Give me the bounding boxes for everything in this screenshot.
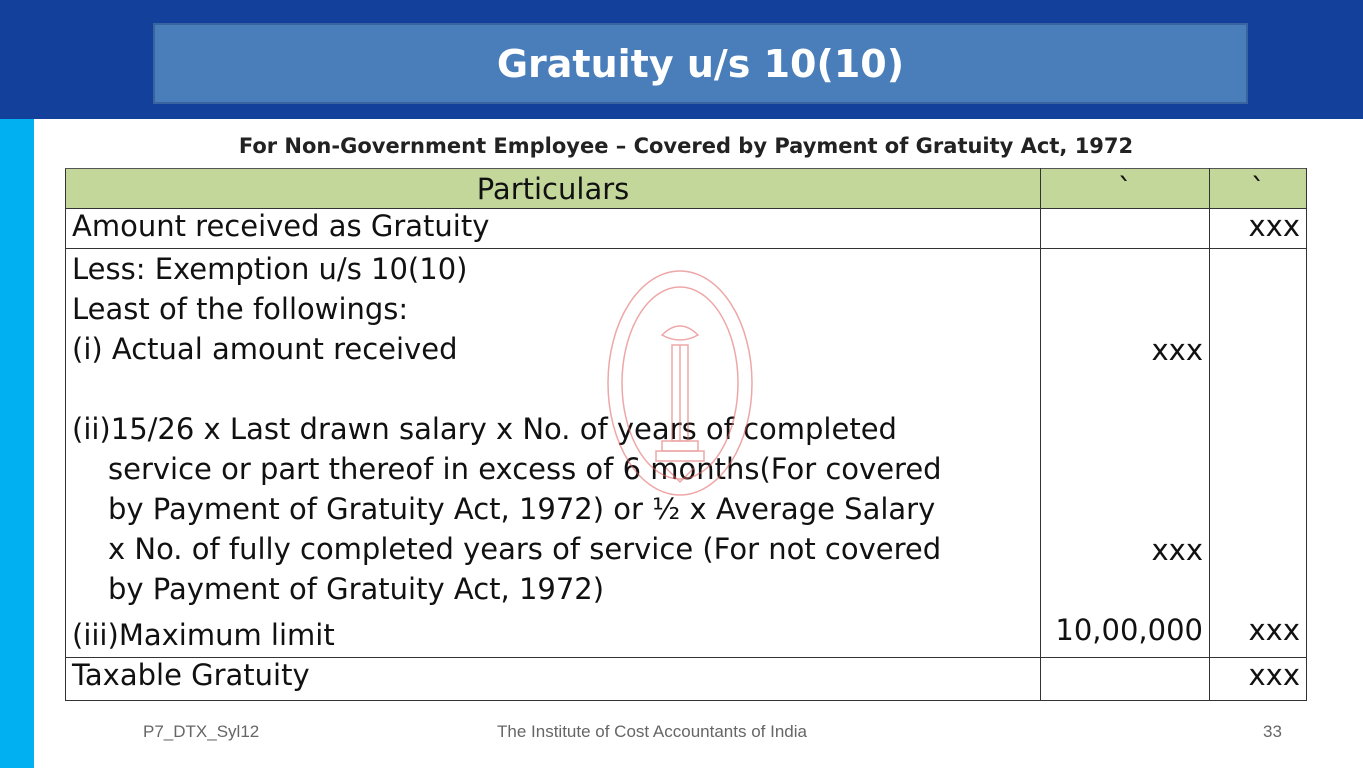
received-amount-col1 [1041, 209, 1210, 249]
item-2-line-4: x No. of fully completed years of service (For not covered [108, 532, 942, 566]
exemption-amounts-col2 [1210, 249, 1307, 658]
item-2-line-5: by Payment of Gratuity Act, 1972) [108, 572, 605, 606]
item-1-amount: xxx [1151, 333, 1203, 367]
table-header-row [66, 169, 1307, 209]
item-1-num: (i) [72, 332, 103, 366]
slide-subtitle: For Non-Government Employee – Covered by Payment of Gratuity Act, 1972 [238, 134, 1134, 158]
item-2-line-2: service or part thereof in excess of 6 months(For covered [108, 452, 942, 486]
exemption-particulars [66, 249, 1041, 658]
exemption-item-3 [72, 615, 1034, 655]
slide-title: Gratuity u/s 10(10) [496, 41, 905, 86]
item-3-text: Maximum limit [118, 618, 335, 652]
table-row-taxable [66, 658, 1307, 701]
exemption-amounts-col1 [1041, 249, 1210, 658]
institute-seal-watermark [600, 263, 760, 503]
taxable-amount: xxx [1210, 658, 1307, 701]
header-particulars: Particulars [66, 169, 1041, 209]
taxable-amount-col1 [1041, 658, 1210, 701]
header-currency-1: ` [1041, 169, 1210, 209]
table-row-received [66, 209, 1307, 249]
item-2-line-3: by Payment of Gratuity Act, 1972) or ½ x Average Salary [108, 492, 936, 526]
left-accent-bar [0, 119, 34, 768]
exemption-item-2-first [72, 409, 1034, 449]
item-2-line-1: 15/26 x Last drawn salary x No. of years of completed [110, 412, 897, 446]
item-1-text: Actual amount received [111, 332, 458, 366]
exemption-total: xxx [1248, 613, 1300, 647]
title-box [153, 23, 1248, 104]
exemption-item-1 [72, 329, 1034, 369]
footer-course-code: P7_DTX_Syl12 [143, 722, 260, 741]
footer-page-number: 33 [1263, 722, 1282, 741]
header-currency-2: ` [1210, 169, 1307, 209]
footer-institute: The Institute of Cost Accountants of India [497, 722, 807, 741]
received-amount: xxx [1210, 209, 1307, 249]
taxable-label: Taxable Gratuity [66, 658, 1041, 701]
exemption-heading: Less: Exemption u/s 10(10) [72, 252, 468, 286]
item-3-num: (iii) [72, 618, 119, 652]
item-3-amount: 10,00,000 [1055, 613, 1203, 647]
item-2-num: (ii) [72, 412, 111, 446]
item-2-amount: xxx [1151, 533, 1203, 567]
received-label: Amount received as Gratuity [66, 209, 1041, 249]
exemption-intro: Least of the followings: [72, 292, 409, 326]
